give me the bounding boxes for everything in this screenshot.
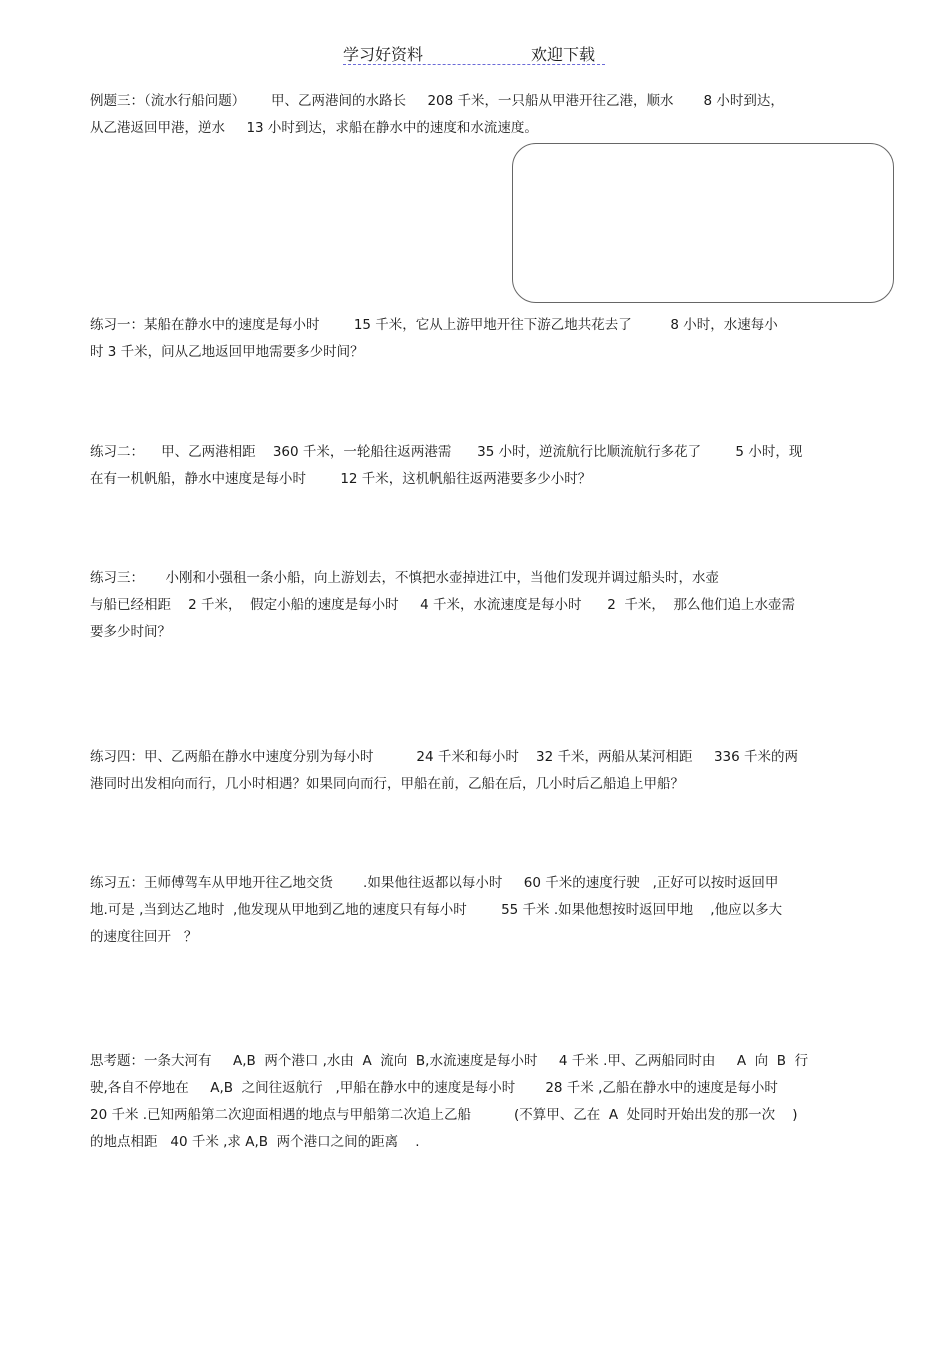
thinking-problem <box>90 1048 865 1156</box>
exercise-2 <box>90 439 865 493</box>
text-line: 驶,各自不停地在 A,B 之间往返航行 ,甲船在静水中的速度是每小时 28 千米 ,乙船在静水中的速度是每小时 <box>90 1080 778 1096</box>
text-line: 在有一机帆船，静水中速度是每小时 12 千米，这机帆船往返两港要多少小时？ <box>90 471 592 487</box>
text-line: 的地点相距 40 千米 ,求 A,B 两个港口之间的距离 . <box>90 1134 420 1150</box>
text-line: 例题三：（流水行船问题） 甲、乙两港间的水路长 208 千米，一只船从甲港开往乙港，顺水 8 小时到达， <box>90 93 784 109</box>
text-line: 要多少时间？ <box>90 624 171 640</box>
header-left-text: 学习好资料 <box>343 45 424 64</box>
header-right-text: 欢迎下载 <box>531 45 596 64</box>
text-line: 与船已经相距 2 千米， 假定小船的速度是每小时 4 千米，水流速度是每小时 2 千米， 那么他们追上水壶需 <box>90 597 795 613</box>
example-problem-3 <box>90 88 865 142</box>
exercise-1 <box>90 312 865 366</box>
text-line: 练习三： 小刚和小强租一条小船，向上游划去，不慎把水壶掉进江中，当他们发现并调过船头时，水壶 <box>90 570 719 586</box>
text-line: 思考题：一条大河有 A,B 两个港口 ,水由 A 流向 B,水流速度是每小时 4 千米 .甲、乙两船同时由 A 向 B 行 <box>90 1053 809 1069</box>
exercise-5 <box>90 870 865 951</box>
text-line: 从乙港返回甲港，逆水 13 小时到达，求船在静水中的速度和水流速度。 <box>90 120 538 136</box>
text-line: 练习二： 甲、乙两港相距 360 千米，一轮船往返两港需 35 小时，逆流航行比顺流航行多花了 5 小时，现 <box>90 444 803 460</box>
page-header <box>343 40 605 65</box>
text-line: 的速度往回开 ？ <box>90 929 198 945</box>
text-line: 20 千米 .已知两船第二次迎面相遇的地点与甲船第二次追上乙船 (不算甲、乙在 A 处同时开始出发的那一次 ) <box>90 1107 798 1123</box>
text-line: 练习四：甲、乙两船在静水中速度分别为每小时 24 千米和每小时 32 千米，两船从某河相距 336 千米的两 <box>90 749 799 765</box>
text-line: 练习一：某船在静水中的速度是每小时 15 千米，它从上游甲地开往下游乙地共花去了 8 小时，水速每小 <box>90 317 778 333</box>
exercise-4 <box>90 744 865 798</box>
text-line: 时 3 千米，问从乙地返回甲地需要多少时间？ <box>90 344 364 360</box>
text-line: 港同时出发相向而行，几小时相遇？如果同向而行，甲船在前，乙船在后，几小时后乙船追上甲船？ <box>90 776 684 792</box>
exercise-3 <box>90 565 865 646</box>
text-line: 练习五：王师傅驾车从甲地开往乙地交货 .如果他往返都以每小时 60 千米的速度行驶 ,正好可以按时返回甲 <box>90 875 779 891</box>
answer-box <box>512 143 894 303</box>
text-line: 地.可是 ,当到达乙地时 ,他发现从甲地到乙地的速度只有每小时 55 千米 .如果他想按时返回甲地 ,他应以多大 <box>90 902 783 918</box>
